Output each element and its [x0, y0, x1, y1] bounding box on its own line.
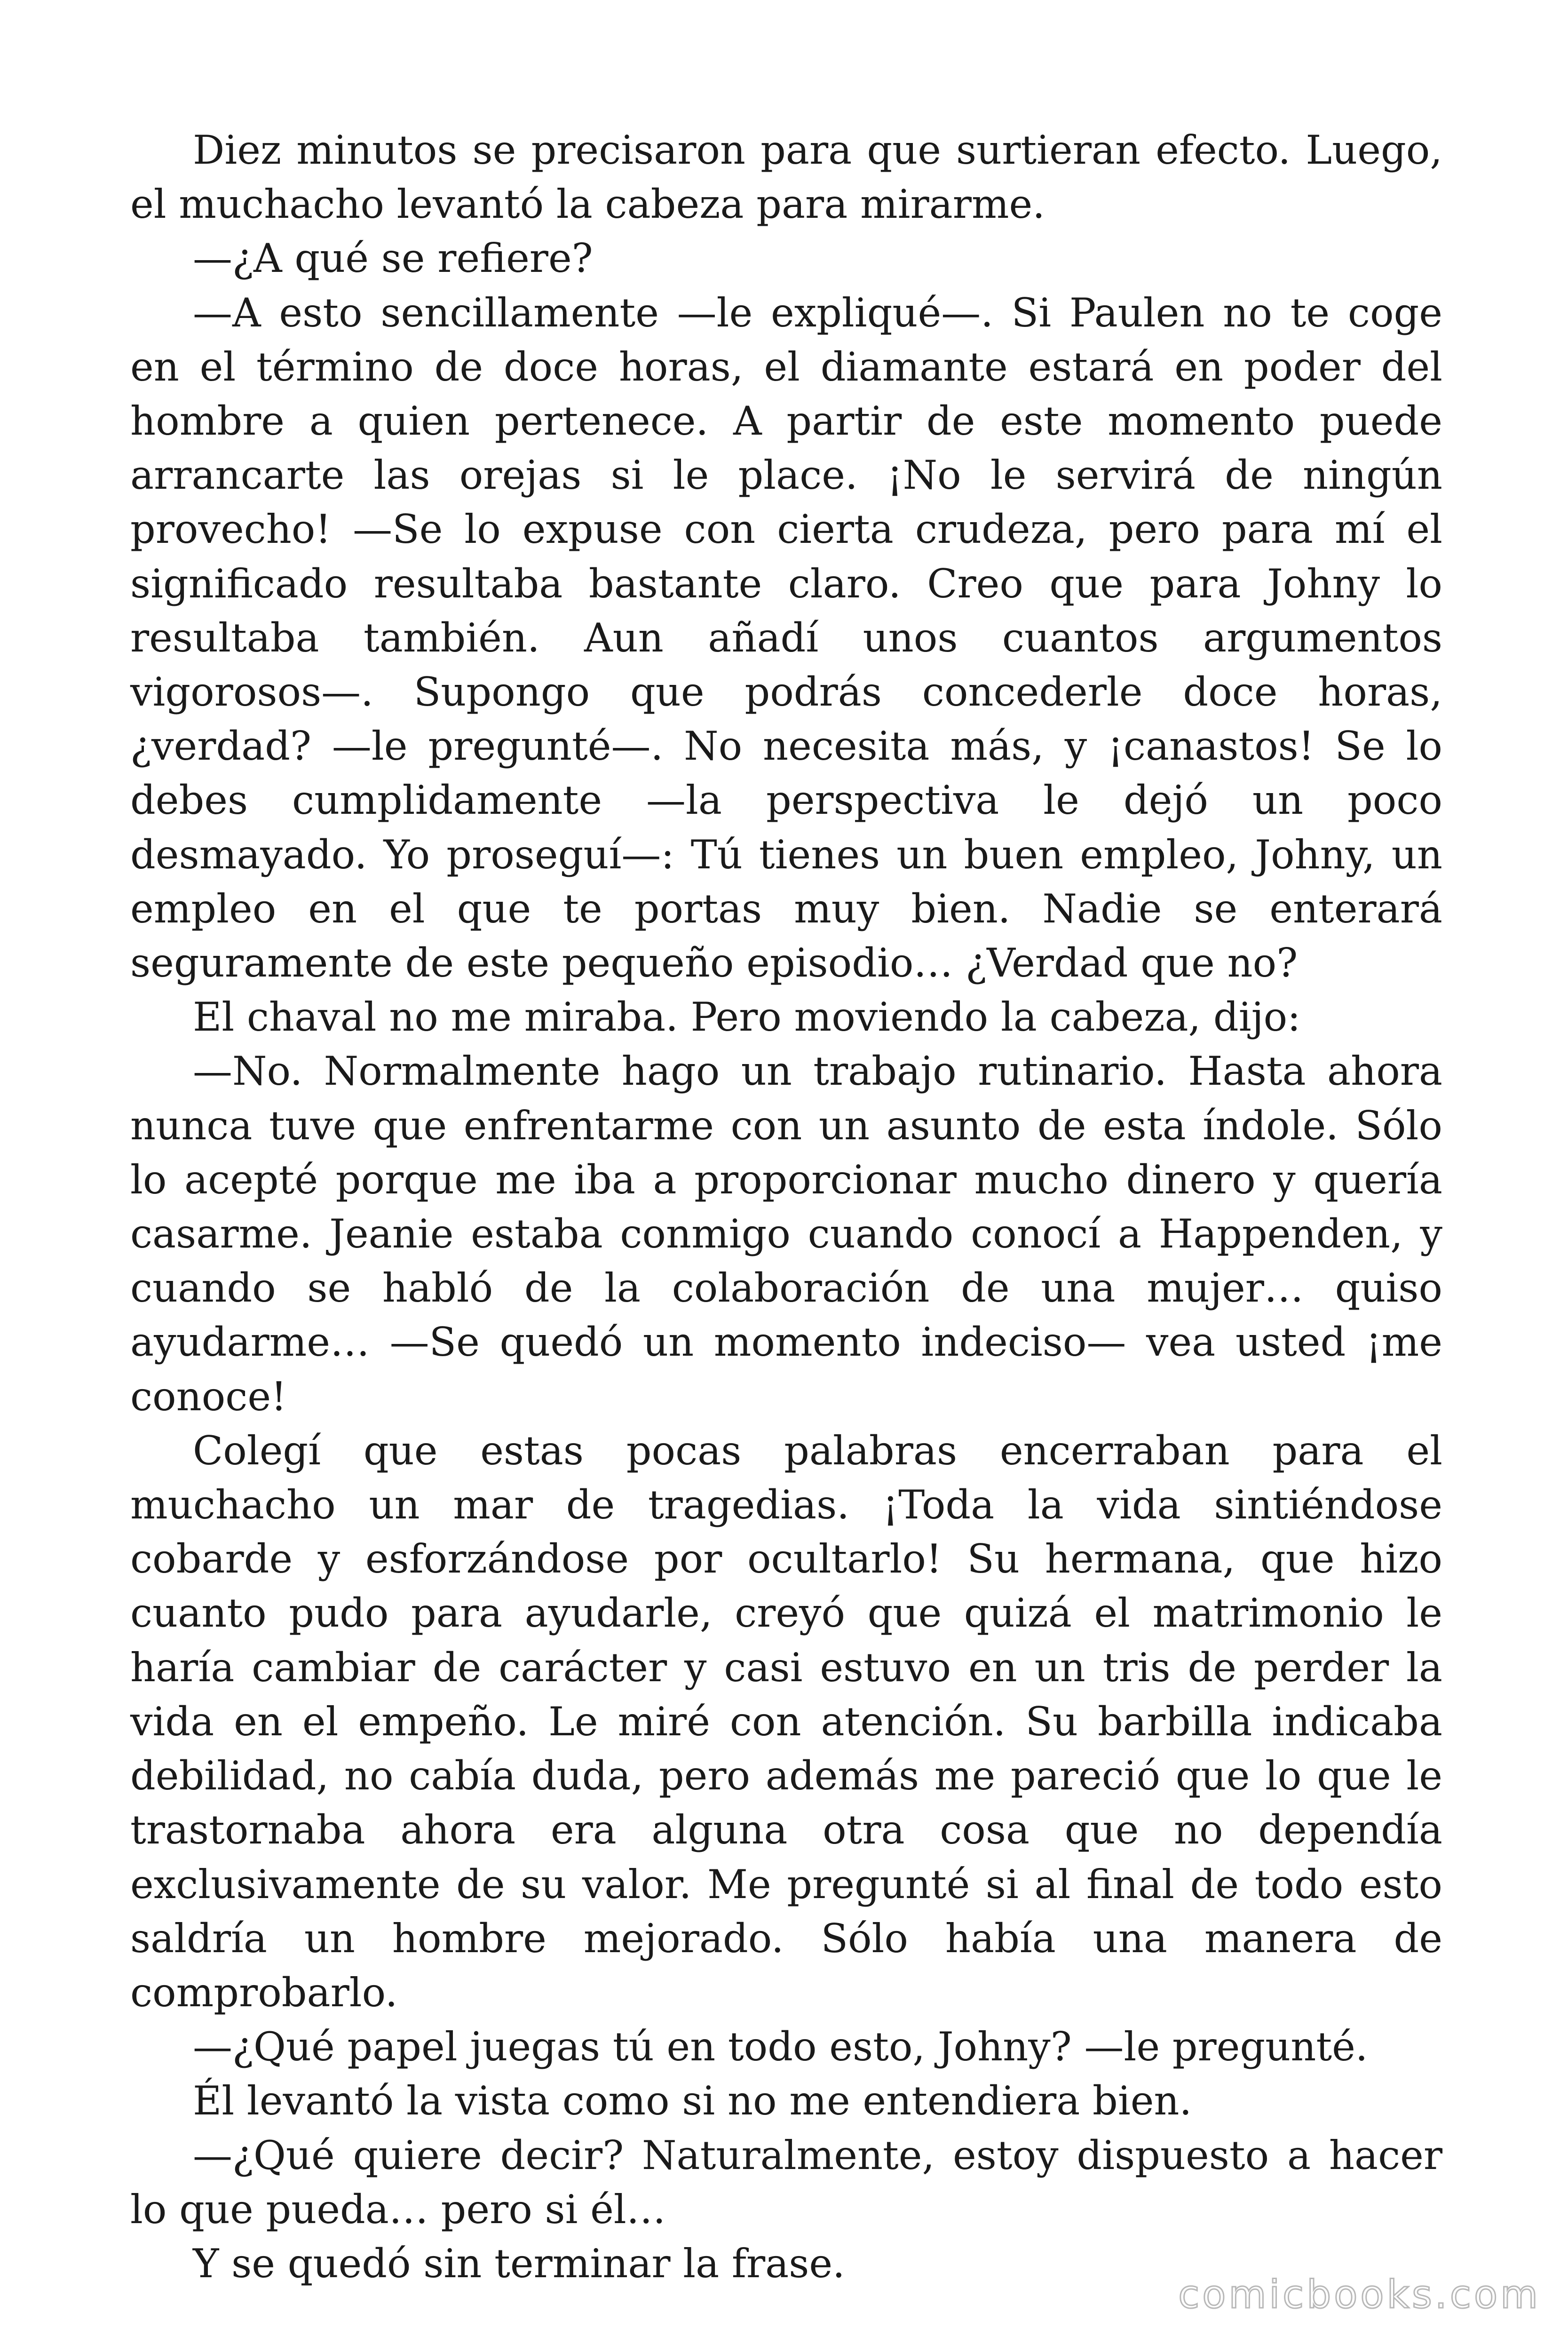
paragraph: Diez minutos se precisaron para que surtieran efecto. Luego, el muchacho levantó la cabeza para mirarme.: [130, 127, 1442, 228]
paragraph: —¿Qué quiere decir? Naturalmente, estoy dispuesto a hacer lo que pueda… pero si él…: [130, 2132, 1442, 2233]
paragraph: Y se quedó sin terminar la frase.: [193, 2240, 845, 2287]
paragraph: —¿Qué papel juegas tú en todo esto, Johny? —le pregunté.: [193, 2024, 1368, 2070]
watermark: comicbooks.com: [1178, 2273, 1541, 2317]
paragraph: Colegí que estas pocas palabras encerraban para el muchacho un mar de tragedias. ¡Toda la vida sintiéndose cobarde y esforzándose por ocultarlo! Su hermana, que hizo cuanto pudo para ayudarle, creyó que quizá el matrimonio le haría cambiar de carácter y casi estuvo en un tris de perder la vida en el empeño. Le miré con atención. Su barbilla indicaba debilidad, no cabía duda, pero además me pareció que lo que le trastornaba ahora era alguna otra cosa que no dependía exclusivamente de su valor. Me pregunté si al final de todo esto saldría un hombre mejorado. Sólo había una manera de comprobarlo.: [130, 1427, 1442, 2016]
paragraph: —No. Normalmente hago un trabajo rutinario. Hasta ahora nunca tuve que enfrentarme con un asunto de esta índole. Sólo lo acepté porque me iba a proporcionar mucho dinero y quería casarme. Jeanie estaba conmigo cuando conocí a Happenden, y cuando se habló de la colaboración de una mujer… quiso ayudarme… —Se quedó un momento indeciso— vea usted ¡me conoce!: [130, 1048, 1442, 1420]
paragraph: —A esto sencillamente —le expliqué—. Si Paulen no te coge en el término de doce horas, el diamante estará en poder del hombre a quien pertenece. A partir de este momento puede arrancarte las orejas si le place. ¡No le servirá de ningún provecho! —Se lo expuse con cierta crudeza, pero para mí el significado resultaba bastante claro. Creo que para Johny lo resultaba también. Aun añadí unos cuantos argumentos vigorosos—. Supongo que podrás concederle doce horas, ¿verdad? —le pregunté—. No necesita más, y ¡canastos! Se lo debes cumplidamente —la perspectiva le dejó un poco desmayado. Yo proseguí—: Tú tienes un buen empleo, Johny, un empleo en el que te portas muy bien. Nadie se enterará seguramente de este pequeño episodio… ¿Verdad que no?: [130, 289, 1442, 986]
paragraph: Él levantó la vista como si no me entendiera bien.: [193, 2078, 1192, 2124]
paragraph: El chaval no me miraba. Pero moviendo la cabeza, dijo:: [193, 994, 1301, 1041]
paragraph: —¿A qué se refiere?: [193, 235, 593, 282]
book-page-text: [130, 123, 1442, 2291]
